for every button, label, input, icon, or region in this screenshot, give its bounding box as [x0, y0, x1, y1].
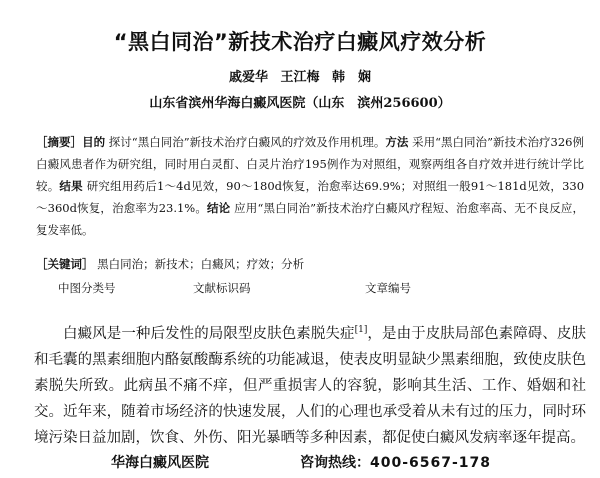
abstract: [36, 131, 584, 241]
hotline-number: 400-6567-178: [370, 455, 492, 471]
keywords: [36, 256, 304, 272]
author-name: 王江梅: [280, 70, 320, 85]
citation-ref: [1]: [354, 325, 368, 335]
conclusion-text: 应用“黑白同治”新技术治疗白癜风疗程短、治愈率高、无不良反应，复发率低。: [36, 201, 585, 237]
keywords-label: ［关键词］: [36, 257, 94, 271]
author-name: 韩 娴: [332, 70, 372, 85]
paper-title: “黑白同治”新技术治疗白癜风疗效分析: [113, 30, 487, 54]
abstract-label: ［摘要］: [36, 135, 83, 149]
body-text-part1: 白癜风是一种后发性的局限型皮肤色素脱失症: [63, 325, 355, 342]
footer-hospital-name: 华海白癜风医院: [111, 455, 209, 471]
article-number-label: 文章编号: [365, 281, 411, 295]
keywords-text: 黑白同治；新技术；白癜风；疗效；分析: [97, 257, 305, 271]
result-label: 结果: [59, 179, 83, 193]
body-text-part2: ，是由于皮肤局部色素障碍、皮肤和毛囊的黑素细胞内酪氨酸酶系统的功能减退，使表皮明显缺少黑素细胞，致使皮肤色素脱失所致。此病虽不痛不痒，但严重损害人的容貌，影响其生活、工作、婚姻和社交。近年来，随着市场经济的快速发展，人们的心理也承受着从未有过的压力，同时环境污染日益加剧，饮食、外伤、阳光暴晒等多种因素，都促使白癜风发病率逐年提高。: [34, 325, 587, 446]
clc-label: 中图分类号: [58, 281, 116, 295]
footer-hotline: [300, 452, 491, 472]
method-text: 采用“黑白同治”新技术治疗326例白癜风患者作为研究组，同时用白灵酊、白灵片治疗195例作为对照组，观察两组各自疗效并进行统计学比较。: [36, 135, 585, 193]
author-name: 戚爱华: [228, 70, 268, 85]
result-text: 研究组用药后1～4d见效，90～180d恢复，治愈率达69.9%；对照组一般91～181d见效，330～360d恢复，治愈率为23.1%。: [36, 179, 585, 215]
conclusion-label: 结论: [207, 201, 231, 215]
body-paragraph: [34, 317, 586, 451]
doc-code-label: 文献标识码: [193, 281, 251, 295]
hotline-label: 咨询热线：: [300, 455, 370, 471]
objective-label: 目的: [82, 135, 106, 149]
method-label: 方法: [385, 135, 409, 149]
objective-text: 探讨“黑白同治”新技术治疗白癜风的疗效及作用机理。: [108, 135, 386, 149]
author-list: [0, 66, 600, 85]
affiliation: 山东省滨州华海白癜风医院（山东 滨州256600）: [149, 96, 451, 111]
